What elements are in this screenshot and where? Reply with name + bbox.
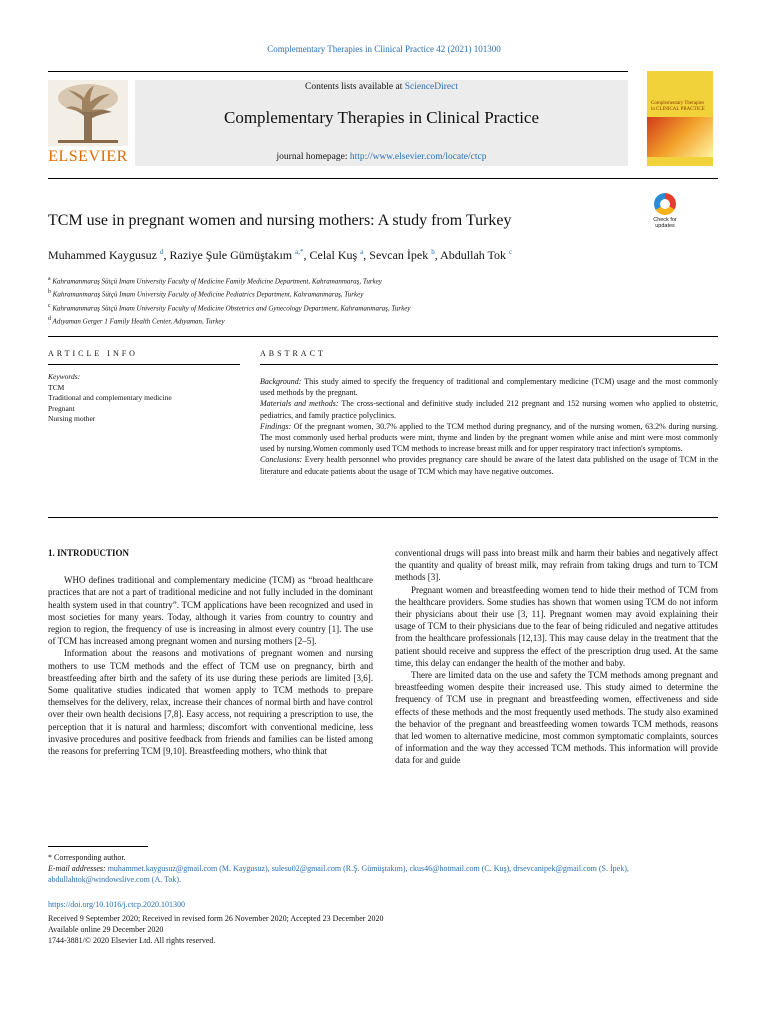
contents-line — [135, 82, 628, 92]
available-online: Available online 29 December 2020 — [48, 925, 164, 934]
abstract-methods: Materials and methods: The cross-sectional and definitive study included 212 pregnant and 152 nursing women who applied to obstetric, pediatrics, and family practice polyclinics. — [260, 399, 719, 420]
email-addresses: E-mail addresses: muhammet.kaygusuz@gmail.com (M. Kaygusuz), sulesu02@gmail.com (R.Ş. Gümüştakım), ckus46@hotmail.com (C. Kuş), drsevcanipek@gmail.com (S. İpek), abdullahtok@windowslive.com (A. Tok). — [48, 864, 629, 884]
keyword: TCM — [48, 382, 65, 392]
abstract-findings: Findings: Of the pregnant women, 30.7% applied to the TCM method during pregnancy, and of the nursing women, 63.2% during nursing. The most commonly used herbal products were mint, thyme and linden by the pregnant women while anise and mint were most commonly used by nursing.Women commonly used TCM methods to increase breast milk and for upper respiratory tract infection's symptoms. — [260, 421, 718, 454]
paragraph: Information about the reasons and motivations of pregnant women and nursing mothers to use TCM methods and the effect of TCM use on pregnancy, birth and breastfeeding after birth and the safety of its use during these periods are limited [3,6]. Some qualitative studies indicated that women apply to TCM methods to prepare themselves for the delivery, relax, increase their chances of normal birth and have control over their own health decisions [7,8]. Easy access, not requiring a prescription to use, the perception that it is natural and harmless; discomfort with conventional medicine, less invasive procedures and positive feedback from friends and families can be listed among the reasons for preferring TCM [9,10]. Breastfeeding mothers, who think that — [48, 648, 373, 757]
affiliations — [48, 274, 708, 327]
section-rule — [48, 336, 718, 337]
paragraph: Pregnant women and breastfeeding women tend to hide their method of TCM from the healthcare providers. Some studies has shown that women using TCM do not inform their physicians about their use [3, 11]. Pregnant women may avoid explaining their usage of TCM to their physicians due to the fear of being ridiculed and negative attitudes from the healthcare professionals [12,13]. This may cause delay in the treatment that the patient should receive and suppress the effect of the prescription drug used. At the same time, this delay can endanger the health of the mother and baby. — [395, 584, 718, 668]
check-updates-icon — [654, 193, 676, 215]
article-info-heading: ARTICLE INFO — [48, 349, 138, 358]
abstract-heading: ABSTRACT — [260, 349, 326, 358]
email-links[interactable]: muhammet.kaygusuz@gmail.com (M. Kaygusuz), sulesu02@gmail.com (R.Ş. Gümüştakım), ckus46@hotmail.com (C. Kuş), drsevcanipek@gmail.com (S. İpek), abdullahtok@windowslive.com (A. Tok). — [48, 864, 629, 884]
homepage-link[interactable]: http://www.elsevier.com/locate/ctcp — [349, 152, 487, 162]
paragraph: There are limited data on the use and safety the TCM methods among pregnant and breastfeeding women despite their increased use. This study aimed to determine the frequency of TCM use in pregnant and breastfeeding women, effectiveness and side effects of these methods and the most frequently used methods. The study also examined the behavior of the pregnant and breastfeeding women towards TCM methods, reasons that led women to alternative medicine, most common symptomatic complaints, sources of information and the way they accessed TCM methods. This information will provide data for and guide — [395, 670, 718, 766]
check-updates-label: Check for updates — [653, 217, 677, 229]
homepage-line — [135, 152, 628, 162]
received-dates: Received 9 September 2020; Received in revised form 26 November 2020; Accepted 23 December 2020 — [48, 914, 384, 923]
abstract-conclusions: Conclusions: Every health personnel who provides pregnancy care should be aware of the latest data published on the usage of TCM in the literature and educate patients about the usage of TCM which may have negative outcomes. — [260, 455, 718, 476]
abstract-background: Background: This study aimed to specify the frequency of traditional and complementary medicine (TCM) usage and the most commonly used methods by the pregnant. — [260, 377, 718, 398]
keywords-label: Keywords: — [48, 372, 81, 381]
author-list: Muhammed Kaygusuz $^d$, Raziye Şule Gümüştakım $^{a,*}$, Celal Kuş $^a$, Sevcan İpek $^b$, Abdullah Tok $^c$ — [48, 248, 513, 262]
journal-title: Complementary Therapies in Clinical Practice — [223, 108, 540, 127]
paragraph: WHO defines traditional and complementary medicine (TCM) as “broad healthcare practices that are not a part of traditional medicine and not fully included in the dominant health system used in that country”. TCM applications have been recognized and used in most societies for many years. Today, although it varies from country to country and region to region, the frequency of use is increasing in almost every country [1]. The use of TCM has increased among pregnant women and nursing mothers [2–5]. — [48, 575, 373, 647]
affiliation-item: $^d$ Adıyaman Gerger 1 Family Health Center, Adıyaman, Turkey — [48, 315, 225, 326]
cover-title: Complementary Therapies in CLINICAL PRACTICE — [651, 101, 705, 112]
corresponding-author-note: * Corresponding author. — [48, 853, 126, 862]
keyword: Nursing mother — [48, 414, 96, 423]
doi-link[interactable]: https://doi.org/10.1016/j.ctcp.2020.101300 — [48, 900, 185, 909]
affiliation-item: $^c$ Kahramanmaraş Sütçü Imam University Faculty of Medicine Obstetrics and Gynecology Department, Kahramanmaraş, Turkey — [48, 302, 411, 312]
keywords-block — [48, 372, 240, 425]
author-name[interactable]: Raziye Şule Gümüştakım — [169, 248, 293, 262]
affiliation-item: $^b$ Kahramanmaraş Sütçü Imam University Faculty of Medicine Pediatrics Department, Kahramanmaraş, Turkey — [48, 289, 364, 299]
author-sup[interactable]: b — [431, 248, 435, 256]
cover-art — [647, 117, 713, 157]
copyright: 1744-3881/© 2020 Elsevier Ltd. All rights reserved. — [48, 936, 216, 945]
author-name[interactable]: Sevcan İpek — [369, 248, 429, 262]
journal-reference[interactable]: Complementary Therapies in Clinical Practice 42 (2021) 101300 — [267, 44, 501, 54]
keyword: Pregnant — [48, 403, 75, 413]
abstract-bottom-rule — [48, 517, 718, 518]
footnotes — [48, 852, 720, 885]
publisher-name: ELSEVIER — [48, 148, 128, 165]
sciencedirect-link[interactable]: ScienceDirect — [404, 82, 458, 92]
elsevier-logo — [48, 80, 128, 166]
author-sup[interactable]: a — [360, 248, 364, 256]
article-info-rule — [48, 364, 240, 365]
keyword: Traditional and complementary medicine — [48, 393, 172, 402]
journal-cover — [647, 71, 713, 166]
body-column-left — [48, 547, 373, 757]
abstract-text — [260, 376, 718, 477]
author-name[interactable]: Muhammed Kaygusuz — [48, 248, 157, 262]
affiliation-item: $^a$ Kahramanmaraş Sütçü Imam University Faculty of Medicine Family Medicine Department, Kahramanmaraş, Turkey — [48, 276, 382, 286]
contents-prefix: Contents lists available at — [304, 82, 405, 92]
check-for-updates-button[interactable] — [648, 193, 682, 233]
section-heading: 1. INTRODUCTION — [48, 548, 130, 558]
author-name[interactable]: Celal Kuş — [309, 248, 358, 262]
body-column-right — [395, 547, 718, 767]
tree-logo-icon — [48, 80, 128, 146]
author-sup[interactable]: c — [509, 248, 513, 256]
author-sup[interactable]: a,* — [295, 248, 304, 256]
paragraph: conventional drugs will pass into breast milk and harm their babies and negatively affect the quantity and quality of breast milk, may refrain from taking drugs and turn to TCM methods [3]. — [395, 548, 718, 583]
homepage-label: journal homepage: — [276, 152, 350, 162]
abstract-rule — [260, 364, 718, 365]
footnote-rule — [48, 846, 148, 847]
article-history — [48, 913, 383, 946]
author-name[interactable]: Abdullah Tok — [440, 248, 507, 262]
author-sup[interactable]: d — [159, 248, 164, 256]
article-title: TCM use in pregnant women and nursing mothers: A study from Turkey — [48, 212, 512, 229]
header-divider — [48, 71, 628, 72]
header-bottom-rule — [48, 178, 718, 179]
